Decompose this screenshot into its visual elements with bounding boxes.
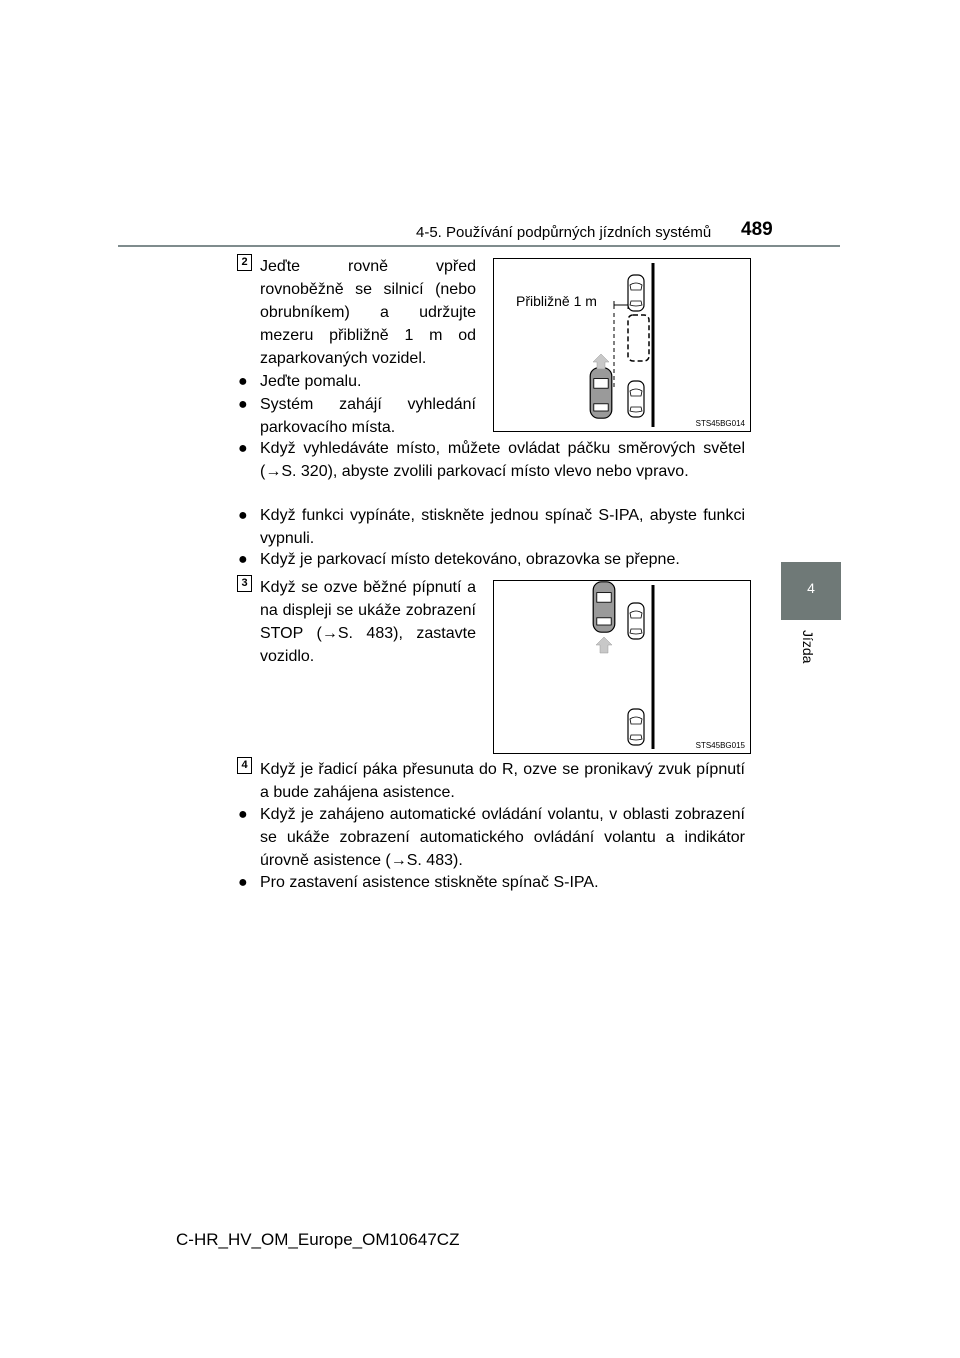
distance-label: Přibližně 1 m bbox=[516, 293, 597, 309]
bullet-glyph: ● bbox=[238, 806, 248, 823]
chapter-number: 4 bbox=[807, 580, 815, 596]
figure-stop-drawing bbox=[494, 581, 750, 753]
bullet-text: Systém zahájí vyhledání parkovacího místa. bbox=[260, 396, 476, 436]
bullet-glyph: ● bbox=[238, 373, 248, 390]
header-title: 4-5. Používání podpůrných jízdních systémů bbox=[416, 224, 712, 241]
step-2-bullet-5 bbox=[238, 548, 745, 571]
bullet-glyph: ● bbox=[238, 396, 248, 413]
figure-code: STS45BG015 bbox=[695, 741, 745, 750]
figure-parallel-drive bbox=[493, 258, 751, 432]
step-2-bullet-1 bbox=[238, 370, 476, 393]
step-4-text: Když je řadicí páka přesunuta do R, ozve se pronikavý zvuk pípnutí a bude zahájena asistence. bbox=[260, 761, 745, 801]
step-number-3: 3 bbox=[237, 575, 252, 592]
bullet-glyph: ● bbox=[238, 551, 248, 568]
bullet-glyph: ● bbox=[238, 440, 248, 457]
page-number: 489 bbox=[741, 219, 773, 240]
step-number-2: 2 bbox=[237, 254, 252, 271]
step-2-bullet-3 bbox=[238, 437, 745, 483]
figure-code: STS45BG014 bbox=[695, 419, 745, 428]
chapter-tab bbox=[781, 562, 841, 620]
figure-stop bbox=[493, 580, 751, 754]
bullet-glyph: ● bbox=[238, 507, 248, 524]
step-2-bullet-2 bbox=[238, 393, 476, 439]
step-4-bullet-1 bbox=[238, 803, 745, 872]
step-3-text: Když se ozve běžné pípnutí a na displeji se ukáže zobrazení STOP (→S. 483), zastavte vozidlo. bbox=[260, 579, 476, 665]
bullet-text: Když je parkovací místo detekováno, obrazovka se přepne. bbox=[260, 551, 680, 568]
bullet-text: Jeďte pomalu. bbox=[260, 373, 362, 390]
step-number-4: 4 bbox=[237, 757, 252, 774]
chapter-label: Jízda bbox=[800, 630, 816, 664]
bullet-text: Když je zahájeno automatické ovládání volantu, v oblasti zobrazení se ukáže zobrazení automatického ovládání volantu a indikátor úrovně asistence (→S. 483). bbox=[260, 806, 745, 869]
bullet-glyph: ● bbox=[238, 874, 248, 891]
figure-parallel-drive-drawing bbox=[494, 259, 750, 431]
step-4-bullet-2 bbox=[238, 871, 745, 894]
step-2-text: Jeďte rovně vpřed rovnoběžně se silnicí (nebo obrubníkem) a udržujte mezeru přibližně 1 m od zaparkovaných vozidel. bbox=[260, 258, 476, 367]
bullet-text: Pro zastavení asistence stiskněte spínač S-IPA. bbox=[260, 874, 599, 891]
bullet-text: Když funkci vypínáte, stiskněte jednou spínač S-IPA, abyste funkci vypnuli. bbox=[260, 507, 745, 547]
step-2-bullet-4 bbox=[238, 504, 745, 550]
header-rule bbox=[118, 245, 840, 247]
footer-document-id: C-HR_HV_OM_Europe_OM10647CZ bbox=[176, 1230, 460, 1249]
bullet-text: Když vyhledáváte místo, můžete ovládat páčku směrových světel (→S. 320), abyste zvolili parkovací místo vlevo nebo vpravo. bbox=[260, 440, 745, 480]
